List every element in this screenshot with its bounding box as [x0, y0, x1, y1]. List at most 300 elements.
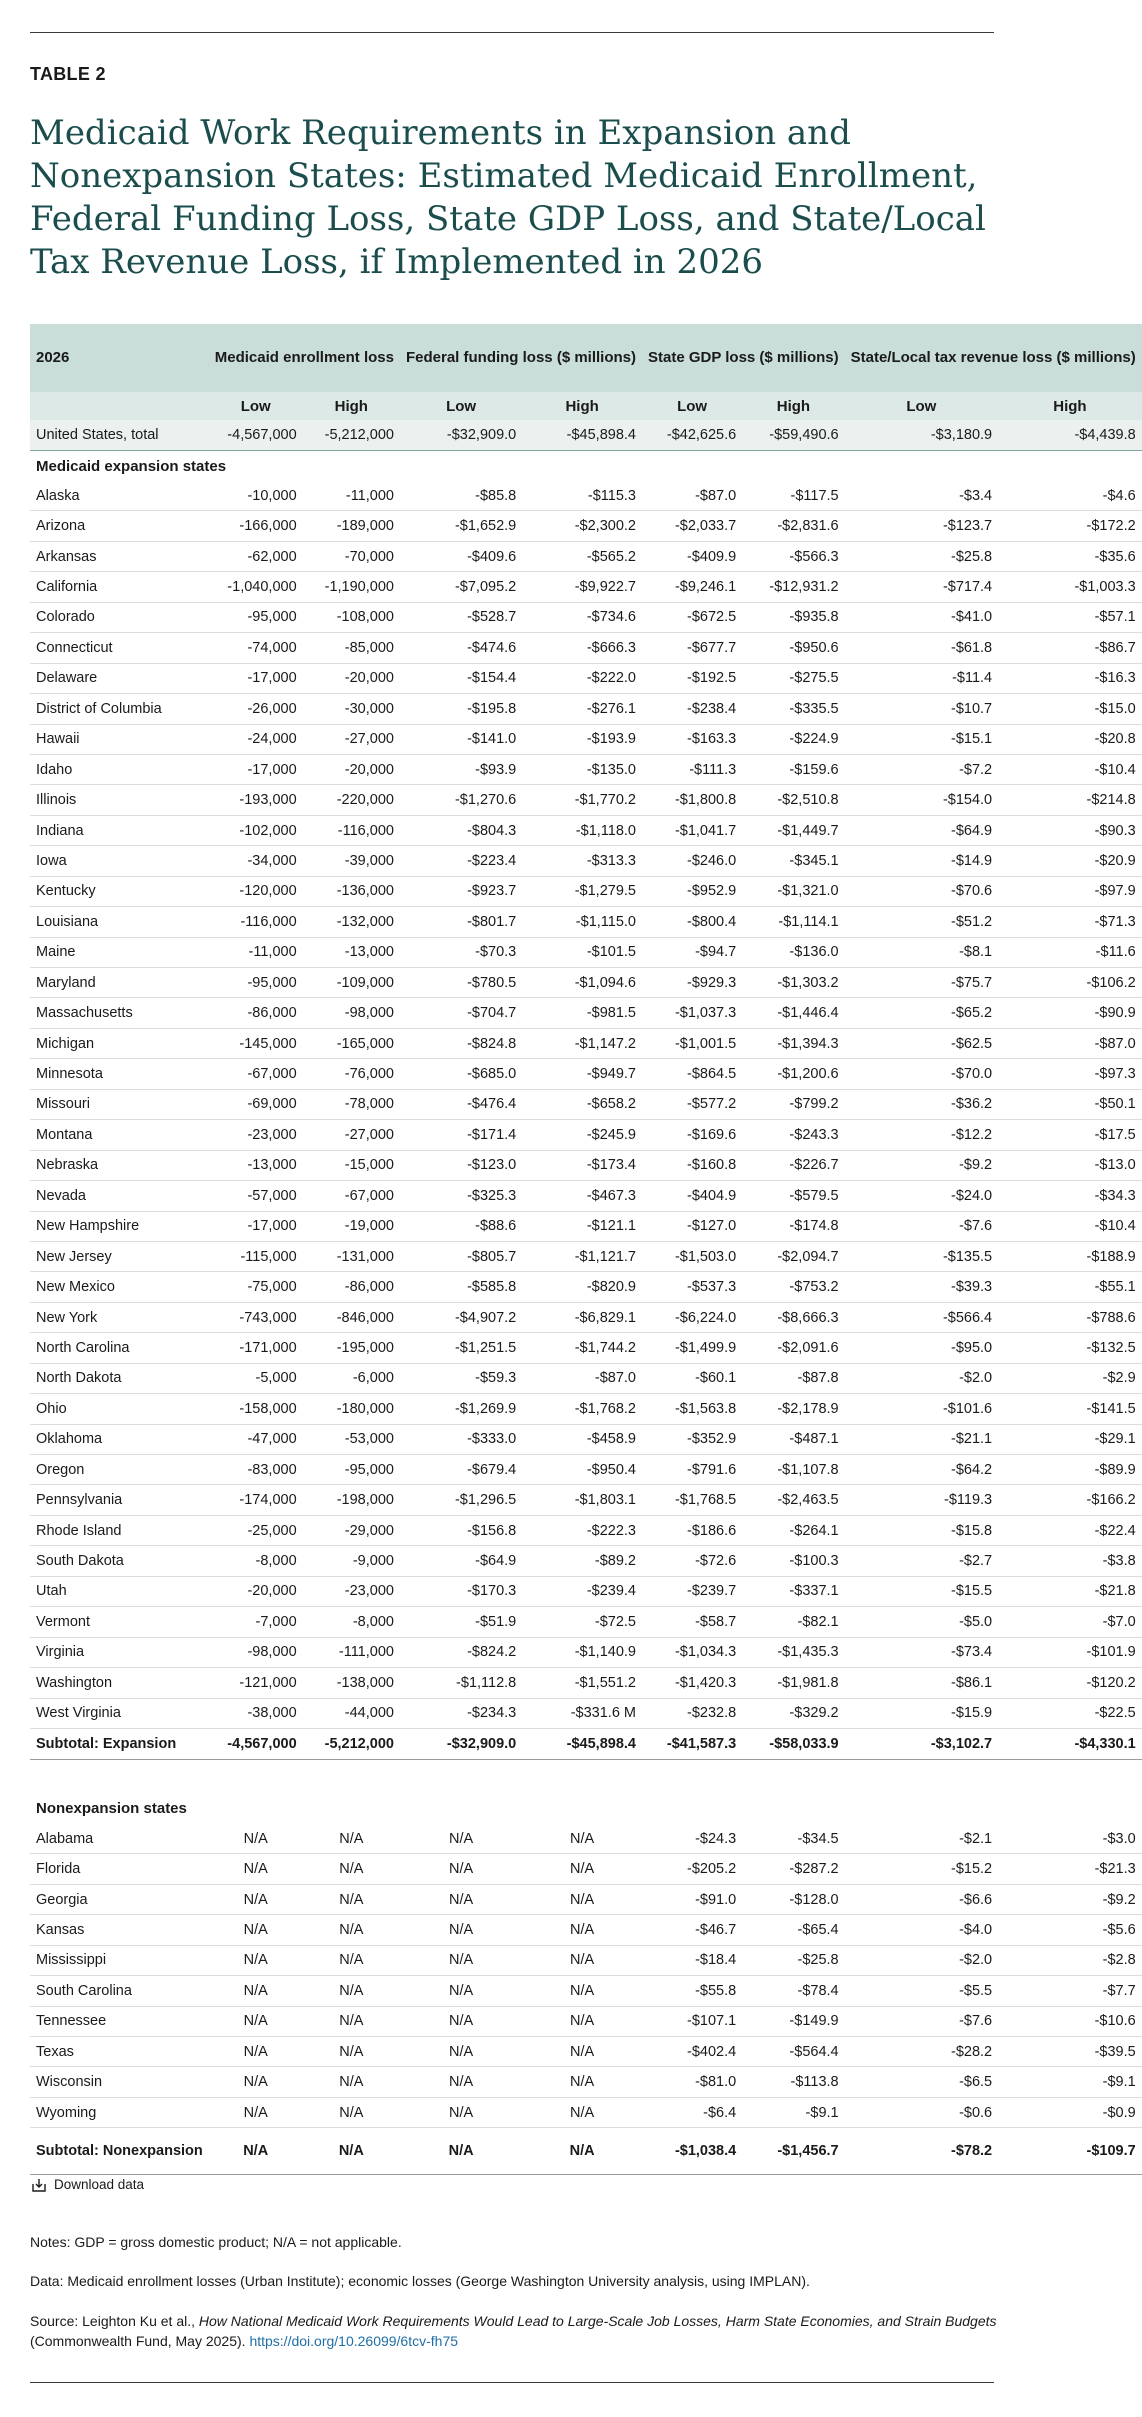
value-cell: -$1,279.5: [522, 876, 642, 906]
row-label: Wisconsin: [30, 2067, 209, 2097]
value-cell: -20,000: [303, 663, 400, 693]
nonexpansion-section-header: [30, 1794, 1142, 1824]
value-cell: -171,000: [209, 1333, 303, 1363]
row-label: Pennsylvania: [30, 1485, 209, 1515]
value-cell: N/A: [522, 1884, 642, 1914]
value-cell: -115,000: [209, 1241, 303, 1271]
value-cell: -5,212,000: [303, 1728, 400, 1759]
value-cell: -67,000: [209, 1059, 303, 1089]
table-row: [30, 1059, 1142, 1089]
download-data-label: Download data: [54, 2177, 145, 2192]
value-cell: N/A: [303, 1854, 400, 1884]
value-cell: -$579.5: [742, 1181, 844, 1211]
value-cell: -$5.0: [845, 1607, 999, 1637]
value-cell: -25,000: [209, 1515, 303, 1545]
value-cell: -13,000: [303, 937, 400, 967]
table-row: [30, 1089, 1142, 1119]
value-cell: -$5.5: [845, 1976, 999, 2006]
expansion-section-header: [30, 451, 1142, 482]
value-cell: -$679.4: [400, 1455, 522, 1485]
row-label: Kentucky: [30, 876, 209, 906]
sub-header-high: High: [998, 392, 1142, 420]
value-cell: -4,567,000: [209, 1728, 303, 1759]
value-cell: -$9,922.7: [522, 572, 642, 602]
value-cell: -$276.1: [522, 694, 642, 724]
value-cell: N/A: [209, 1976, 303, 2006]
table-row: [30, 1211, 1142, 1241]
row-label: Rhode Island: [30, 1515, 209, 1545]
value-cell: N/A: [400, 2067, 522, 2097]
value-cell: -102,000: [209, 815, 303, 845]
value-cell: -$59.3: [400, 1363, 522, 1393]
table-row: [30, 1150, 1142, 1180]
table-row: [30, 1884, 1142, 1914]
source-suffix: (Commonwealth Fund, May 2025).: [30, 2333, 250, 2349]
value-cell: -$25.8: [845, 541, 999, 571]
row-label: District of Columbia: [30, 694, 209, 724]
value-cell: -$352.9: [642, 1424, 742, 1454]
value-cell: -$1,115.0: [522, 907, 642, 937]
value-cell: -$18.4: [642, 1945, 742, 1975]
value-cell: -$1,321.0: [742, 876, 844, 906]
value-cell: N/A: [303, 1976, 400, 2006]
value-cell: -$10.7: [845, 694, 999, 724]
value-cell: -1,190,000: [303, 572, 400, 602]
value-cell: N/A: [400, 1915, 522, 1945]
value-cell: -$123.7: [845, 511, 999, 541]
value-cell: -$15.0: [998, 694, 1142, 724]
value-cell: -$753.2: [742, 1272, 844, 1302]
value-cell: -$50.1: [998, 1089, 1142, 1119]
value-cell: -$101.5: [522, 937, 642, 967]
value-cell: -$16.3: [998, 663, 1142, 693]
value-cell: -$71.3: [998, 907, 1142, 937]
value-cell: -$1,038.4: [642, 2128, 742, 2175]
sub-header-high: High: [522, 392, 642, 420]
download-data-button[interactable]: [32, 2177, 144, 2192]
value-cell: -$409.9: [642, 541, 742, 571]
row-label: California: [30, 572, 209, 602]
table-row: [30, 1272, 1142, 1302]
value-cell: -$4,439.8: [998, 420, 1142, 451]
row-label: North Dakota: [30, 1363, 209, 1393]
sub-header-low: Low: [642, 392, 742, 420]
value-cell: -$149.9: [742, 2006, 844, 2036]
value-cell: -$2,094.7: [742, 1241, 844, 1271]
value-cell: -$45,898.4: [522, 1728, 642, 1759]
value-cell: -$467.3: [522, 1181, 642, 1211]
value-cell: -34,000: [209, 846, 303, 876]
section-spacer: [30, 1759, 1142, 1794]
table-row: [30, 1363, 1142, 1393]
value-cell: -$325.3: [400, 1181, 522, 1211]
value-cell: -$981.5: [522, 998, 642, 1028]
value-cell: -$1,563.8: [642, 1394, 742, 1424]
value-cell: -$238.4: [642, 694, 742, 724]
value-cell: -$1,037.3: [642, 998, 742, 1028]
value-cell: -120,000: [209, 876, 303, 906]
value-cell: -$86.1: [845, 1668, 999, 1698]
value-cell: -$717.4: [845, 572, 999, 602]
value-cell: -98,000: [209, 1637, 303, 1667]
value-cell: -$75.7: [845, 968, 999, 998]
value-cell: N/A: [400, 1824, 522, 1854]
value-cell: -$113.8: [742, 2067, 844, 2097]
value-cell: -$87.8: [742, 1363, 844, 1393]
value-cell: -$239.7: [642, 1576, 742, 1606]
table-row: [30, 1546, 1142, 1576]
value-cell: -69,000: [209, 1089, 303, 1119]
value-cell: -$935.8: [742, 602, 844, 632]
value-cell: -$32,909.0: [400, 1728, 522, 1759]
value-cell: -$9.1: [742, 2097, 844, 2127]
value-cell: -$409.6: [400, 541, 522, 571]
row-label: West Virginia: [30, 1698, 209, 1728]
value-cell: -$565.2: [522, 541, 642, 571]
table-row: [30, 633, 1142, 663]
value-cell: -$51.2: [845, 907, 999, 937]
value-cell: -$2,510.8: [742, 785, 844, 815]
value-cell: -$1,446.4: [742, 998, 844, 1028]
value-cell: -$528.7: [400, 602, 522, 632]
row-label: New Mexico: [30, 1272, 209, 1302]
value-cell: -6,000: [303, 1363, 400, 1393]
value-cell: -$6,829.1: [522, 1302, 642, 1332]
value-cell: -57,000: [209, 1181, 303, 1211]
row-label: Mississippi: [30, 1945, 209, 1975]
value-cell: -$171.4: [400, 1120, 522, 1150]
value-cell: -$45,898.4: [522, 420, 642, 451]
value-cell: -$21.1: [845, 1424, 999, 1454]
value-cell: -$20.9: [998, 846, 1142, 876]
value-cell: -$172.2: [998, 511, 1142, 541]
value-cell: -$55.8: [642, 1976, 742, 2006]
expansion-subtotal-row: [30, 1728, 1142, 1759]
value-cell: -$345.1: [742, 846, 844, 876]
value-cell: -$154.0: [845, 785, 999, 815]
value-cell: -8,000: [209, 1546, 303, 1576]
source-prefix: Source: Leighton Ku et al.,: [30, 2313, 199, 2329]
value-cell: -136,000: [303, 876, 400, 906]
value-cell: N/A: [209, 1884, 303, 1914]
row-label: Subtotal: Expansion: [30, 1728, 209, 1759]
value-cell: N/A: [522, 2006, 642, 2036]
value-cell: -$4,907.2: [400, 1302, 522, 1332]
value-cell: -$73.4: [845, 1637, 999, 1667]
value-cell: -$21.8: [998, 1576, 1142, 1606]
value-cell: -$243.3: [742, 1120, 844, 1150]
value-cell: -$239.4: [522, 1576, 642, 1606]
group-header-enrollment: Medicaid enrollment loss: [209, 324, 400, 392]
value-cell: -$9,246.1: [642, 572, 742, 602]
value-cell: -$51.9: [400, 1607, 522, 1637]
value-cell: -$929.3: [642, 968, 742, 998]
value-cell: -17,000: [209, 754, 303, 784]
value-cell: N/A: [303, 2097, 400, 2127]
value-cell: -62,000: [209, 541, 303, 571]
table-row: [30, 541, 1142, 571]
value-cell: -$88.6: [400, 1211, 522, 1241]
value-cell: -$1,770.2: [522, 785, 642, 815]
row-label: Vermont: [30, 1607, 209, 1637]
value-cell: -$3,180.9: [845, 420, 999, 451]
row-label: Missouri: [30, 1089, 209, 1119]
row-label: Subtotal: Nonexpansion: [30, 2128, 209, 2175]
value-cell: -220,000: [303, 785, 400, 815]
value-cell: -$2,091.6: [742, 1333, 844, 1363]
value-cell: -166,000: [209, 511, 303, 541]
value-cell: N/A: [209, 2037, 303, 2067]
value-cell: -$7,095.2: [400, 572, 522, 602]
value-cell: -$159.6: [742, 754, 844, 784]
row-label: Hawaii: [30, 724, 209, 754]
value-cell: -$950.6: [742, 633, 844, 663]
value-cell: -53,000: [303, 1424, 400, 1454]
value-cell: -$101.9: [998, 1637, 1142, 1667]
group-header-gdp: State GDP loss ($ millions): [642, 324, 845, 392]
value-cell: -$72.6: [642, 1546, 742, 1576]
value-cell: -138,000: [303, 1668, 400, 1698]
value-cell: -86,000: [209, 998, 303, 1028]
value-cell: -24,000: [209, 724, 303, 754]
value-cell: N/A: [400, 2097, 522, 2127]
value-cell: -$154.4: [400, 663, 522, 693]
data-note: Data: Medicaid enrollment losses (Urban Institute); economic losses (George Washington University analysis, using IMPLAN).: [30, 2273, 810, 2289]
value-cell: -$64.2: [845, 1455, 999, 1485]
table-row: [30, 663, 1142, 693]
value-cell: -$3.0: [998, 1824, 1142, 1854]
value-cell: -44,000: [303, 1698, 400, 1728]
value-cell: -$264.1: [742, 1515, 844, 1545]
value-cell: -$115.3: [522, 481, 642, 511]
row-label: Maryland: [30, 968, 209, 998]
value-cell: -$952.9: [642, 876, 742, 906]
value-cell: -$1,456.7: [742, 2128, 844, 2175]
value-cell: -$1,296.5: [400, 1485, 522, 1515]
value-cell: -$1,551.2: [522, 1668, 642, 1698]
value-cell: -$1,768.2: [522, 1394, 642, 1424]
table-row: [30, 907, 1142, 937]
value-cell: -$70.0: [845, 1059, 999, 1089]
value-cell: -$15.9: [845, 1698, 999, 1728]
value-cell: N/A: [522, 2128, 642, 2175]
row-label: Illinois: [30, 785, 209, 815]
value-cell: -$2,300.2: [522, 511, 642, 541]
row-label: Montana: [30, 1120, 209, 1150]
value-cell: -$2,831.6: [742, 511, 844, 541]
value-cell: -$90.3: [998, 815, 1142, 845]
row-label: Florida: [30, 1854, 209, 1884]
value-cell: -$8.1: [845, 937, 999, 967]
value-cell: -$1,768.5: [642, 1485, 742, 1515]
source-title: How National Medicaid Work Requirements Would Lead to Large-Scale Job Losses, Harm State Economies, and Strain Budgets: [198, 2313, 997, 2329]
us-total-row: [30, 420, 1142, 451]
value-cell: -$245.9: [522, 1120, 642, 1150]
value-cell: -5,000: [209, 1363, 303, 1393]
value-cell: -$1,001.5: [642, 1028, 742, 1058]
value-cell: -$32,909.0: [400, 420, 522, 451]
value-cell: -$2.7: [845, 1546, 999, 1576]
sub-header-low: Low: [209, 392, 303, 420]
value-cell: -$780.5: [400, 968, 522, 998]
value-cell: -$160.8: [642, 1150, 742, 1180]
value-cell: -$564.4: [742, 2037, 844, 2067]
value-cell: -20,000: [303, 754, 400, 784]
table-title: Medicaid Work Requirements in Expansion and Nonexpansion States: Estimated Medicaid Enrollment, Federal Funding Loss, State GDP Loss, and State/Local Tax Revenue Loss, if Implemented in 2026: [30, 113, 986, 282]
value-cell: -$34.5: [742, 1824, 844, 1854]
value-cell: -$799.2: [742, 1089, 844, 1119]
value-cell: -70,000: [303, 541, 400, 571]
value-cell: N/A: [522, 1945, 642, 1975]
row-label: Massachusetts: [30, 998, 209, 1028]
value-cell: -$7.6: [845, 2006, 999, 2036]
value-cell: -$25.8: [742, 1945, 844, 1975]
value-cell: -$89.2: [522, 1546, 642, 1576]
value-cell: -$824.8: [400, 1028, 522, 1058]
value-cell: -$87.0: [642, 481, 742, 511]
nonexpansion-subtotal-row: [30, 2128, 1142, 2175]
value-cell: -$788.6: [998, 1302, 1142, 1332]
table-row: [30, 1607, 1142, 1637]
value-cell: -198,000: [303, 1485, 400, 1515]
row-label: Minnesota: [30, 1059, 209, 1089]
table-row: [30, 1854, 1142, 1884]
value-cell: -$46.7: [642, 1915, 742, 1945]
source-doi-link[interactable]: https://doi.org/10.26099/6tcv-fh75: [249, 2333, 459, 2349]
row-label: South Carolina: [30, 1976, 209, 2006]
value-cell: -$577.2: [642, 1089, 742, 1119]
value-cell: -$107.1: [642, 2006, 742, 2036]
value-cell: -$7.0: [998, 1607, 1142, 1637]
value-cell: -$4.6: [998, 481, 1142, 511]
value-cell: -$1,003.3: [998, 572, 1142, 602]
value-cell: -$246.0: [642, 846, 742, 876]
value-cell: -$1,394.3: [742, 1028, 844, 1058]
header-blank: [30, 392, 209, 420]
value-cell: -98,000: [303, 998, 400, 1028]
value-cell: -$3.4: [845, 481, 999, 511]
value-cell: -$566.4: [845, 1302, 999, 1332]
value-cell: -$109.7: [998, 2128, 1142, 2175]
value-cell: -$42,625.6: [642, 420, 742, 451]
row-label: Louisiana: [30, 907, 209, 937]
value-cell: -$78.2: [845, 2128, 999, 2175]
value-cell: -$100.3: [742, 1546, 844, 1576]
value-cell: N/A: [303, 2037, 400, 2067]
value-cell: -$1,303.2: [742, 968, 844, 998]
row-label: Delaware: [30, 663, 209, 693]
value-cell: -$85.8: [400, 481, 522, 511]
value-cell: -189,000: [303, 511, 400, 541]
value-cell: -$163.3: [642, 724, 742, 754]
value-cell: N/A: [522, 1915, 642, 1945]
value-cell: -$121.1: [522, 1211, 642, 1241]
value-cell: -743,000: [209, 1302, 303, 1332]
value-cell: N/A: [303, 2067, 400, 2097]
value-cell: -$41,587.3: [642, 1728, 742, 1759]
table-label: TABLE 2: [30, 64, 106, 84]
value-cell: -$78.4: [742, 1976, 844, 2006]
value-cell: -$804.3: [400, 815, 522, 845]
value-cell: -$192.5: [642, 663, 742, 693]
value-cell: -$58,033.9: [742, 1728, 844, 1759]
section-title: Nonexpansion states: [36, 1800, 187, 1818]
value-cell: N/A: [303, 1824, 400, 1854]
value-cell: -$1,140.9: [522, 1637, 642, 1667]
group-header-tax: State/Local tax revenue loss ($ millions): [845, 324, 1142, 392]
value-cell: N/A: [303, 1884, 400, 1914]
value-cell: -$8,666.3: [742, 1302, 844, 1332]
value-cell: -$141.0: [400, 724, 522, 754]
value-cell: N/A: [522, 2037, 642, 2067]
row-label: Alaska: [30, 481, 209, 511]
value-cell: -$1,114.1: [742, 907, 844, 937]
table-row: [30, 1945, 1142, 1975]
value-cell: -$2.0: [845, 1945, 999, 1975]
value-cell: -$87.0: [998, 1028, 1142, 1058]
value-cell: -$173.4: [522, 1150, 642, 1180]
value-cell: -$6.6: [845, 1884, 999, 1914]
table-row: [30, 2006, 1142, 2036]
value-cell: -$64.9: [400, 1546, 522, 1576]
bottom-rule: [30, 2382, 994, 2383]
row-label: Ohio: [30, 1394, 209, 1424]
value-cell: -$5.6: [998, 1915, 1142, 1945]
value-cell: -$1,652.9: [400, 511, 522, 541]
value-cell: -38,000: [209, 1698, 303, 1728]
value-cell: -$791.6: [642, 1455, 742, 1485]
value-cell: N/A: [209, 2006, 303, 2036]
value-cell: -$734.6: [522, 602, 642, 632]
table-row: [30, 1394, 1142, 1424]
value-cell: -$4.0: [845, 1915, 999, 1945]
value-cell: N/A: [400, 1976, 522, 2006]
header-group-row: [30, 324, 1142, 392]
value-cell: -11,000: [209, 937, 303, 967]
value-cell: -$704.7: [400, 998, 522, 1028]
value-cell: -$476.4: [400, 1089, 522, 1119]
value-cell: -$193.9: [522, 724, 642, 754]
table-row: [30, 1576, 1142, 1606]
value-cell: -95,000: [209, 968, 303, 998]
value-cell: -$313.3: [522, 846, 642, 876]
value-cell: -5,212,000: [303, 420, 400, 451]
value-cell: -$127.0: [642, 1211, 742, 1241]
table-row: [30, 968, 1142, 998]
table-row: [30, 1120, 1142, 1150]
value-cell: -$1,034.3: [642, 1637, 742, 1667]
value-cell: -26,000: [209, 694, 303, 724]
value-cell: -$205.2: [642, 1854, 742, 1884]
table-row: [30, 694, 1142, 724]
value-cell: -121,000: [209, 1668, 303, 1698]
row-label: Georgia: [30, 1884, 209, 1914]
value-cell: -$11.4: [845, 663, 999, 693]
row-label: Idaho: [30, 754, 209, 784]
value-cell: -17,000: [209, 663, 303, 693]
value-cell: -$65.2: [845, 998, 999, 1028]
value-cell: -$9.1: [998, 2067, 1142, 2097]
value-cell: -$12,931.2: [742, 572, 844, 602]
value-cell: -19,000: [303, 1211, 400, 1241]
value-cell: -$21.3: [998, 1854, 1142, 1884]
value-cell: -145,000: [209, 1028, 303, 1058]
value-cell: -74,000: [209, 633, 303, 663]
value-cell: -$81.0: [642, 2067, 742, 2097]
value-cell: -$15.8: [845, 1515, 999, 1545]
value-cell: -$117.5: [742, 481, 844, 511]
value-cell: -$60.1: [642, 1363, 742, 1393]
